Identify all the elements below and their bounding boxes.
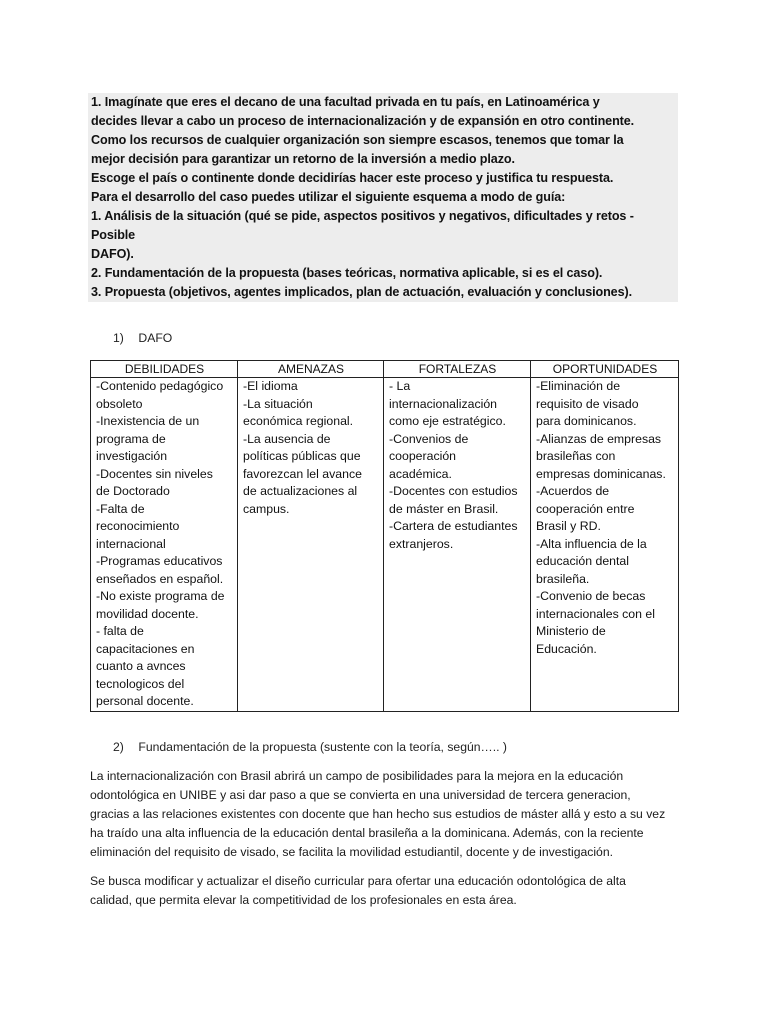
- fortalezas-cell: [384, 378, 531, 712]
- dafo-item-line: -Convenio de becas: [536, 589, 646, 603]
- dafo-item-line: -Alianzas de empresas: [536, 431, 662, 446]
- dafo-item-line: como eje estratégico.: [389, 414, 506, 428]
- dafo-item-line: Brasil y RD.: [536, 519, 601, 533]
- dafo-item-line: académica.: [389, 466, 452, 481]
- dafo-item-line: -Cartera de estudiantes: [389, 519, 518, 533]
- dafo-item-line: requisito de visado: [536, 396, 639, 411]
- dafo-item-line: -No existe programa de: [96, 589, 225, 603]
- dafo-item-line: -Convenios de: [389, 431, 469, 446]
- header-oportunidades: OPORTUNIDADES: [531, 361, 679, 378]
- assignment-line: Como los recursos de cualquier organización son siempre escasos, tenemos que tomar la: [91, 133, 624, 147]
- dafo-item-line: -Falta de: [96, 501, 145, 516]
- assignment-line: DAFO).: [91, 247, 134, 261]
- paragraph-line: eliminación del requisito de visado, se facilita la movilidad estudiantil, docente y de investigación.: [90, 845, 614, 859]
- dafo-item-line: -La situación: [243, 396, 313, 411]
- paragraph-line: gracias a las relaciones existentes con docente que han hecho sus estudios de máster allá y esto a su vez: [90, 807, 666, 821]
- header-amenazas: AMENAZAS: [238, 361, 384, 378]
- dafo-item-line: movilidad docente.: [96, 606, 199, 621]
- section-number: 1): [113, 331, 124, 345]
- dafo-item-line: cuanto a avnces: [96, 659, 186, 673]
- dafo-item-line: capacitaciones en: [96, 641, 195, 656]
- assignment-instructions: [88, 93, 678, 302]
- dafo-item-line: - La: [389, 379, 411, 393]
- dafo-header-row: [91, 361, 679, 378]
- dafo-item-line: políticas públicas que: [243, 449, 361, 463]
- assignment-line: Para el desarrollo del caso puedes utilizar el siguiente esquema a modo de guía:: [91, 190, 566, 204]
- dafo-item-line: brasileñas con: [536, 449, 616, 463]
- dafo-item-line: favorezcan lel avance: [243, 466, 362, 481]
- paragraph-line: odontológica en UNIBE y asi dar paso a que se convierta en una universidad de tercera generacion,: [90, 788, 631, 802]
- dafo-item-line: -La ausencia de: [243, 431, 331, 446]
- paragraph-line: Se busca modificar y actualizar el diseño curricular para ofertar una educación odontológica de alta: [90, 874, 626, 888]
- dafo-item-line: Ministerio de: [536, 624, 606, 638]
- dafo-content-row: [91, 378, 679, 712]
- dafo-item-line: brasileña.: [536, 571, 590, 586]
- dafo-item-line: -Acuerdos de: [536, 484, 610, 498]
- header-fortalezas: FORTALEZAS: [384, 361, 531, 378]
- dafo-item-line: cooperación entre: [536, 501, 635, 516]
- assignment-line: 1. Imagínate que eres el decano de una facultad privada en tu país, en Latinoamérica y: [91, 95, 600, 109]
- section-heading-dafo: [113, 331, 172, 345]
- dafo-item-line: -Contenido pedagógico: [96, 379, 224, 393]
- dafo-item-line: - falta de: [96, 624, 144, 638]
- section-heading-fundamentacion: [113, 740, 507, 754]
- dafo-item-line: de máster en Brasil.: [389, 501, 499, 516]
- dafo-item-line: para dominicanos.: [536, 414, 637, 428]
- dafo-item-line: tecnologicos del: [96, 676, 185, 691]
- dafo-item-line: obsoleto: [96, 396, 143, 411]
- debilidades-cell: [91, 378, 238, 712]
- paragraph-line: La internacionalización con Brasil abrirá un campo de posibilidades para la mejora en la educación: [90, 769, 624, 783]
- dafo-item-line: programa de: [96, 431, 166, 446]
- dafo-item-line: económica regional.: [243, 414, 354, 428]
- dafo-item-line: de actualizaciones al: [243, 484, 358, 498]
- dafo-item-line: -Alta influencia de la: [536, 536, 647, 551]
- dafo-item-line: investigación: [96, 449, 168, 463]
- dafo-item-line: internacionales con el: [536, 606, 655, 621]
- dafo-item-line: internacional: [96, 536, 166, 551]
- dafo-item-line: campus.: [243, 501, 290, 516]
- dafo-item-line: extranjeros.: [389, 536, 454, 551]
- section-title: Fundamentación de la propuesta (sustente con la teoría, según….. ): [138, 740, 507, 754]
- dafo-item-line: educación dental: [536, 554, 629, 568]
- dafo-item-line: empresas dominicanas.: [536, 466, 666, 481]
- assignment-line: decides llevar a cabo un proceso de internacionalización y de expansión en otro continente.: [91, 114, 635, 128]
- paragraph-line: calidad, que permita elevar la competitividad de los profesionales en esta área.: [90, 893, 517, 907]
- dafo-item-line: -Eliminación de: [536, 379, 621, 393]
- paragraph-diseno-curricular: [90, 872, 690, 910]
- dafo-item-line: -Inexistencia de un: [96, 414, 200, 428]
- oportunidades-cell: [531, 378, 679, 712]
- assignment-line: Escoge el país o continente donde decidirías hacer este proceso y justifica tu respuesta.: [91, 171, 614, 185]
- dafo-table: [90, 360, 679, 712]
- dafo-item-line: reconocimiento: [96, 519, 180, 533]
- dafo-item-line: -Docentes con estudios: [389, 484, 518, 498]
- assignment-line: 1. Análisis de la situación (qué se pide, aspectos positivos y negativos, dificultades y retos - Posible: [91, 209, 634, 242]
- section-title: DAFO: [138, 331, 173, 345]
- amenazas-cell: [238, 378, 384, 712]
- dafo-item-line: -El idioma: [243, 379, 298, 393]
- dafo-item-line: -Programas educativos: [96, 554, 223, 568]
- dafo-item-line: -Docentes sin niveles: [96, 466, 213, 481]
- assignment-line: 2. Fundamentación de la propuesta (bases teóricas, normativa aplicable, si es el caso).: [91, 266, 603, 280]
- dafo-item-line: cooperación: [389, 449, 456, 463]
- header-debilidades: DEBILIDADES: [91, 361, 238, 378]
- paragraph-line: ha traído una alta influencia de la educación dental brasileña a la dominicana. Además, con la reciente: [90, 826, 644, 840]
- dafo-item-line: internacionalización: [389, 396, 498, 411]
- dafo-item-line: de Doctorado: [96, 484, 170, 498]
- dafo-item-line: enseñados en español.: [96, 571, 224, 586]
- assignment-line: 3. Propuesta (objetivos, agentes implicados, plan de actuación, evaluación y conclusiones).: [91, 285, 632, 299]
- dafo-item-line: personal docente.: [96, 694, 194, 708]
- section-number: 2): [113, 740, 124, 754]
- paragraph-internacionalizacion: [90, 767, 690, 862]
- assignment-line: mejor decisión para garantizar un retorno de la inversión a medio plazo.: [91, 152, 515, 166]
- dafo-item-line: Educación.: [536, 641, 597, 656]
